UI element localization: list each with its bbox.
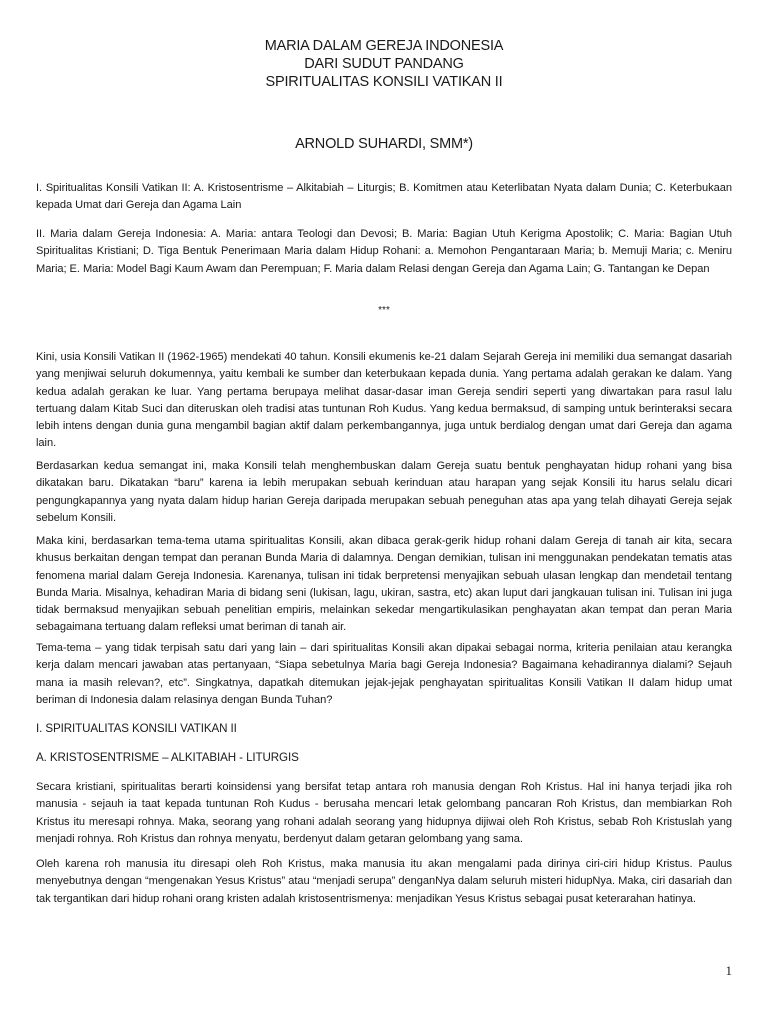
section-paragraph-1: Secara kristiani, spiritualitas berarti koinsidensi yang bersifat tetap antara roh manusia dengan Roh Kristus. Hal ini hanya terjadi jika roh manusia - sejauh ia taat kepada tuntunan Roh Kudus - berusaha mencari letak gelombang pancaran Roh Kristus, dan membiarkan Roh Kristus itu meresapi rohnya. Maka, seorang yang rohani adalah seorang yang hidupnya dijiwai oleh Roh Kristus, sebab Roh Kristuslah yang menjadi rohnya. Roh Kristus dan rohnya menyatu, berdenyut dalam getaran gelombang yang sama. xyxy=(36,781,732,845)
section-separator: *** xyxy=(378,305,390,316)
author-name: ARNOLD SUHARDI, SMM*) xyxy=(295,136,473,152)
intro-paragraph-2: Berdasarkan kedua semangat ini, maka Konsili telah menghembuskan dalam Gereja suatu bentuk penghayatan hidup rohani yang bisa dikatakan baru. Dikatakan “baru” karena ia lebih merupakan sebuah kerinduan atau harapan yang sejak Konsili itu harus selalu dicari pengungkapannya yang nyata dalam hidup harian Gereja daripada merupakan sebuah peneguhan atas apa yang telah dihayati Gereja sejak sebelum Konsili. xyxy=(36,460,732,524)
title-line-3: SPIRITUALITAS KONSILI VATIKAN II xyxy=(265,74,503,90)
title-line-1: MARIA DALAM GEREJA INDONESIA xyxy=(264,38,504,54)
title-line-2: DARI SUDUT PANDANG xyxy=(304,56,464,72)
section-heading: I. SPIRITUALITAS KONSILI VATIKAN II xyxy=(36,722,237,735)
page-number: 1 xyxy=(725,963,732,978)
section-paragraph-2: Oleh karena roh manusia itu diresapi oleh Roh Kristus, maka manusia itu akan mengalami pada dirinya ciri-ciri hidup Kristus. Paulus menyebutnya dengan “mengenakan Yesus Kristus” atau “menjadi serupa” denganNya dalam seluruh misteri hidupNya. Maka, ciri dasariah dan tak tergantikan dari hidup rohani orang kristen adalah kristosentrismenya: menjadikan Yesus Kristus sebagai pusat keterarahan hatinya. xyxy=(36,858,732,905)
subsection-heading: A. KRISTOSENTRISME – ALKITABIAH - LITURGIS xyxy=(36,751,299,764)
intro-paragraph-4: Tema-tema – yang tidak terpisah satu dari yang lain – dari spiritualitas Konsili akan dipakai sebagai norma, kriteria penilaian atau kerangka kerja dalam mencari jawaban atas pertanyaan, “Siapa sebetulnya Maria bagi Gereja Indonesia? Bagaimana kehadirannya dialami? Sejauh mana ia masih relevan?, etc”. Singkatnya, dapatkah ditemukan jejak-jejak penghayatan spiritualitas Konsili Vatikan II dalam hidup umat beriman di Indonesia dalam relasinya dengan Bunda Tuhan? xyxy=(36,642,732,706)
toc-part-1: I. Spiritualitas Konsili Vatikan II: A. Kristosentrisme – Alkitabiah – Liturgis; B. Komitmen atau Keterlibatan Nyata dalam Dunia; C. Keterbukaan kepada Umat dari Gereja dan Agama Lain xyxy=(36,182,732,212)
document-title xyxy=(0,37,768,91)
toc-part-2: II. Maria dalam Gereja Indonesia: A. Maria: antara Teologi dan Devosi; B. Maria: Bagian Utuh Kerigma Apostolik; C. Maria: Bagian Utuh Spiritualitas Kristiani; D. Tiga Bentuk Penerimaan Maria dalam Hidup Rohani: a. Memohon Pengantaraan Maria; b. Memuji Maria; c. Meniru Maria; E. Maria: Model Bagi Kaum Awam dan Perempuan; F. Maria dalam Relasi dengan Gereja dan Agama Lain; G. Tantangan ke Depan xyxy=(36,228,732,275)
intro-paragraph-1: Kini, usia Konsili Vatikan II (1962-1965) mendekati 40 tahun. Konsili ekumenis ke-21 dalam Sejarah Gereja ini memiliki dua semangat dasariah yang menjiwai seluruh dokumennya, yaitu kembali ke sumber dan keterbukaan kepada dunia. Yang pertama adalah gerakan ke dalam. Yang kedua adalah gerakan ke luar. Yang pertama berupaya melihat dasar-dasar iman Gereja sendiri seperti yang diwartakan para rasul lalu tertuang dalam Kitab Suci dan diteruskan oleh tradisi atas tuntunan Roh Kudus. Yang kedua bermaksud, di samping untuk berinteraksi secara lebih intens dengan dunia guna mengambil bagian aktif dalam perkembangannya, juga untuk berdialog dengan umat dari Gereja dan agama lain. xyxy=(36,351,732,450)
intro-paragraph-3: Maka kini, berdasarkan tema-tema utama spiritualitas Konsili, akan dibaca gerak-gerik hidup rohani dalam Gereja di tanah air kita, secara khusus berkaitan dengan tempat dan peranan Bunda Maria di dalamnya. Dengan demikian, tulisan ini menggunakan pendekatan tematis atas fenomena marial dalam Gereja Indonesia. Karenanya, tulisan ini tidak berpretensi menyajikan sebuah ulasan lengkap dan mendetail tentang Bunda Maria. Misalnya, kehadiran Maria di bidang seni (lukisan, lagu, ukiran, sastra, etc) akan luput dari jangkauan tulisan ini. Tulisan ini juga tidak bermaksud menyajikan sebuah penelitian empiris, melainkan sekedar mengartikulasikan penghayatan akan tempat dan peran Maria sebagaimana tertuang dalam refleksi umat beriman di tanah air. xyxy=(36,535,732,634)
